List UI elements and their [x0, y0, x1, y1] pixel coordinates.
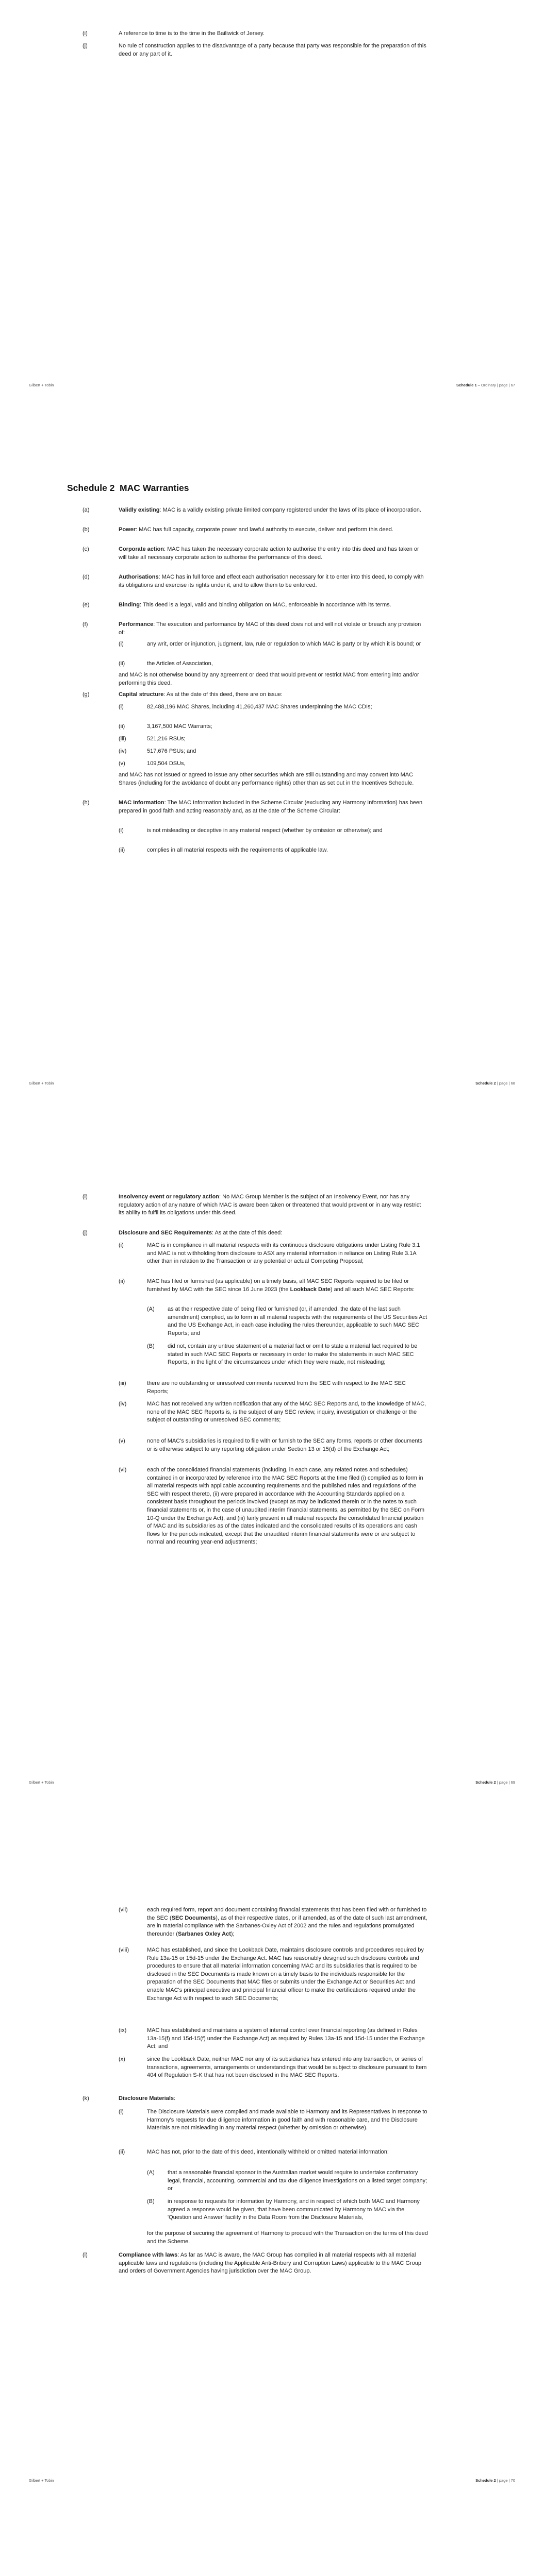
clause-label: (h)	[83, 800, 90, 806]
clause-label: (iv)	[119, 1401, 127, 1407]
clause-label: (B)	[147, 2198, 155, 2205]
clause-text: MAC has filed or furnished (as applicable) on a timely basis, all MAC SEC Reports required to be filed or furnished by MAC with the SEC since 16 June 2023 (the Lookback Date) and all such MAC SEC Reports:	[147, 1278, 415, 1293]
clause-text: since the Lookback Date, neither MAC nor any of its subsidiaries has entered into any transaction, or series of transactions, agreements, arrangements or understandings that would be subject to disclosure pursuant to Item 404 of Regulation S-K that has not been disclosed in the MAC SEC Reports.	[147, 2056, 427, 2079]
clause-label: (j)	[83, 43, 88, 49]
clause-label: (i)	[83, 1194, 88, 1200]
clause-label: (ii)	[119, 1278, 125, 1284]
clause-label: (a)	[83, 507, 90, 513]
clause-label: (v)	[119, 760, 125, 767]
firm-name: Gilbert + Tobin	[29, 1780, 54, 1785]
clause-text: MAC has not received any written notification that any of the MAC SEC Reports and, to the knowledge of MAC, none of the MAC SEC Reports is, is the subject of any SEC review, inquiry, investigation or challenge or the subject of outstanding or unresolved SEC comments;	[147, 1401, 426, 1423]
clause-label: (A)	[147, 1306, 155, 1312]
clause-text: A reference to time is to the time in the Bailiwick of Jersey.	[119, 30, 265, 37]
clause-label: (k)	[83, 2095, 89, 2102]
clause-text: MAC Information: The MAC Information included in the Scheme Circular (excluding any Harmony Information) has been prepared in good faith and acting reasonably and, as at the date of the Scheme Circular:	[119, 800, 423, 814]
warranty-g-tail: and MAC has not issued or agreed to issue any other securities which are still outstanding and may convert into MAC Shares (including for the avoidance of doubt any performance rights) other than as set out in the Incentives Schedule.	[119, 772, 414, 786]
clause-label: (ii)	[119, 660, 125, 667]
clause-label: (e)	[83, 602, 90, 608]
clause-text: Binding: This deed is a legal, valid and binding obligation on MAC, enforceable in accordance with its terms.	[119, 602, 391, 608]
clause-text: Compliance with laws: As far as MAC is aware, the MAC Group has complied in all material respects with all material applicable laws and regulations (including the Applicable Anti-Bribery and Corruption Laws) applicable to the MAC Group and orders of Government Agencies having jurisdiction over the MAC Group.	[119, 2252, 422, 2275]
clause-text: the Articles of Association,	[147, 660, 213, 667]
clause-text: 82,488,196 MAC Shares, including 41,260,437 MAC Shares underpinning the MAC CDIs;	[147, 704, 372, 710]
clause-text: none of MAC's subsidiaries is required to file with or furnish to the SEC any forms, reports or other documents or is otherwise subject to any reporting obligation under Section 13 or 15(d) of the Exchange Act;	[147, 1438, 423, 1452]
clause-text: Authorisations: MAC has in full force and effect each authorisation necessary for it to enter into this deed, to comply with its obligations and exercise its rights under it, and to allow them to be enforced.	[119, 574, 424, 588]
clause-label: (ix)	[119, 2027, 127, 2033]
clause-text: any writ, order or injunction, judgment, law, rule or regulation to which MAC is party or by which it is bound; or	[147, 641, 421, 647]
clause-label: (g)	[83, 691, 90, 698]
clause-text: 521,216 RSUs;	[147, 736, 186, 742]
clause-text: in response to requests for information by Harmony, and in respect of which both MAC and Harmony agreed a response would be given, that have been communicated by Harmony to MAC via the 'Question and Answer' facility in the Data Room from the Disclosure Materials,	[168, 2198, 420, 2221]
clause-label: (ii)	[119, 2149, 125, 2155]
clause-label: (i)	[119, 1242, 124, 1248]
clause-text: Validly existing: MAC is a validly existing private limited company registered under the laws of its place of incorporation.	[119, 507, 421, 513]
clause-label: (ii)	[119, 723, 125, 730]
page-ref: Schedule 2 | page | 68	[475, 1081, 515, 1086]
clause-text: complies in all material respects with the requirements of applicable law.	[147, 847, 328, 853]
clause-label: (i)	[119, 641, 124, 647]
clause-label: (iii)	[119, 1380, 126, 1386]
clause-text: as at their respective date of being filed or furnished (or, if amended, the date of the last such amendment) complied, as to form in all material respects with the requirements of the US Securities Act and the US Exchange Act, in each case including the rules thereunder, applicable to such MAC SEC Reports; and	[168, 1306, 427, 1336]
clause-text: Disclosure Materials:	[119, 2095, 176, 2102]
clause-label: (i)	[119, 704, 124, 710]
clause-label: (ii)	[119, 847, 125, 853]
clause-label: (d)	[83, 574, 90, 580]
clause-label: (b)	[83, 527, 90, 533]
clause-text: Corporate action: MAC has taken the necessary corporate action to authorise the entry into this deed and has taken or will take all necessary corporate action to authorise the performance of this deed.	[119, 546, 419, 561]
clause-label: (i)	[83, 30, 88, 37]
firm-name: Gilbert + Tobin	[29, 1081, 54, 1086]
clause-text: Capital structure: As at the date of this deed, there are on issue:	[119, 691, 283, 698]
clause-label: (A)	[147, 2170, 155, 2176]
clause-text: is not misleading or deceptive in any material respect (whether by omission or otherwise); and	[147, 827, 383, 834]
clause-label: (j)	[83, 1230, 88, 1236]
clause-label: (x)	[119, 2056, 125, 2062]
firm-name: Gilbert + Tobin	[29, 2478, 54, 2483]
clause-text: MAC has not, prior to the date of this deed, intentionally withheld or omitted material information:	[147, 2149, 389, 2155]
clause-label: (i)	[119, 2109, 124, 2115]
clause-text: No rule of construction applies to the disadvantage of a party because that party was responsible for the preparation of this deed or any part of it.	[119, 43, 426, 57]
schedule-heading	[67, 482, 189, 495]
clause-text: Disclosure and SEC Requirements: As at the date of this deed:	[119, 1230, 283, 1236]
clause-text: Insolvency event or regulatory action: No MAC Group Member is the subject of an Insolvency Event, nor has any regulatory action of any nature of which MAC is aware been taken or threatened that would prevent or in any way restrict its ability to fulfil its obligations under this deed.	[119, 1194, 421, 1216]
clause-label: (f)	[83, 621, 88, 628]
schedule-title: MAC Warranties	[120, 483, 189, 493]
clause-text: MAC has established and maintains a system of internal control over financial reporting (as defined in Rules 13a-15(f) and 15d-15(f) under the Exchange Act) as required by Rules 13a-15 and 15d-15 under the Exchange Act; and	[147, 2027, 425, 2050]
clause-text: Power: MAC has full capacity, corporate power and lawful authority to execute, deliver and perform this deed.	[119, 527, 393, 533]
clause-label: (vii)	[119, 1907, 128, 1913]
warranty-k-tail: for the purpose of securing the agreement of Harmony to proceed with the Transaction on the terms of this deed and the Scheme.	[147, 2230, 428, 2245]
clause-text: MAC is in compliance in all material respects with its continuous disclosure obligations under Listing Rule 3.1 and MAC is not withholding from disclosure to ASX any material information in reliance on Listing Rule 3.1A other than in relation to the Transaction or any potential or actual Competing Proposal;	[147, 1242, 420, 1265]
clause-label: (vi)	[119, 1467, 127, 1473]
clause-text: each required form, report and document containing financial statements that has been filed with or furnished to the SEC (SEC Documents), as of their respective dates, or if amended, as of the date of such last amendment, are in material compliance with the Sarbanes-Oxley Act of 2002 and the rules and regulations promulgated thereunder (Sarbanes Oxley Act);	[147, 1907, 427, 1937]
page-ref: Schedule 1 – Ordinary | page | 67	[456, 383, 515, 387]
page-ref: Schedule 2 | page | 69	[475, 1780, 515, 1785]
page-ref: Schedule 2 | page | 70	[475, 2478, 515, 2483]
clause-label: (i)	[119, 827, 124, 834]
clause-text: MAC has established, and since the Lookback Date, maintains disclosure controls and procedures required by Rule 13a-15 or 15d-15 under the Exchange Act. MAC has reasonably designed such disclosure controls and procedures to ensure that all material information concerning MAC and its subsidiaries that is required to be disclosed in the SEC Documents is made known on a timely basis to the individuals responsible for the preparation of the SEC Documents that MAC files or submits under the Exchange Act or Securities Act and enable MAC's principal executive and principal financial officer to make the certifications required under the Exchange Act with respect to such SEC Documents;	[147, 1947, 424, 2002]
clause-text: did not, contain any untrue statement of a material fact or omit to state a material fact required to be stated in such MAC SEC Reports or necessary in order to make the statements in such MAC SEC Reports, in the light of the circumstances under which they were made, not misleading;	[168, 1343, 418, 1366]
clause-text: 109,504 DSUs,	[147, 760, 186, 767]
clause-label: (v)	[119, 1438, 125, 1444]
clause-text: 3,167,500 MAC Warrants;	[147, 723, 212, 730]
clause-label: (viii)	[119, 1947, 129, 1953]
clause-label: (iii)	[119, 736, 126, 742]
warranty-f-tail: and MAC is not otherwise bound by any agreement or deed that would prevent or restrict MAC from entering into and/or performing this deed.	[119, 672, 419, 686]
clause-label: (iv)	[119, 748, 127, 754]
clause-label: (c)	[83, 546, 89, 552]
clause-text: Performance: The execution and performance by MAC of this deed does not and will not violate or breach any provision of:	[119, 621, 421, 636]
clause-text: each of the consolidated financial statements (including, in each case, any related notes and schedules) contained in or incorporated by reference into the MAC SEC Reports at the time filed (i) complied as to form in all material respects with applicable accounting requirements and the published rules and regulations of the SEC with respect thereto, (ii) were prepared in accordance with the Accounting Standards applied on a consistent basis throughout the periods involved (except as may be indicated therein or in the notes to such financial statements or, in the case of unaudited interim financial statements, as permitted by the SEC on Form 10-Q under the Exchange Act), and (iii) fairly present in all material respects the consolidated financial position of MAC and its subsidiaries as of the dates indicated and the consolidated results of its operations and cash flows for the periods indicated, except that the unaudited interim financial statements were or are subject to normal and recurring year-end adjustments;	[147, 1467, 425, 1546]
clause-label: (B)	[147, 1343, 155, 1349]
clause-text: there are no outstanding or unresolved comments received from the SEC with respect to the MAC SEC Reports;	[147, 1380, 406, 1395]
firm-name: Gilbert + Tobin	[29, 383, 54, 387]
clause-text: The Disclosure Materials were compiled and made available to Harmony and its Representatives in response to Harmony's requests for due diligence information in good faith and with reasonable care, and the Disclosure Materials are not misleading in any material respect (whether by omission or otherwise).	[147, 2109, 427, 2131]
clause-text: that a reasonable financial sponsor in the Australian market would require to undertake confirmatory legal, financial, accounting, commercial and tax due diligence investigations on a listed target company; or	[168, 2170, 427, 2192]
clause-text: 517,676 PSUs; and	[147, 748, 196, 754]
clause-label: (l)	[83, 2252, 88, 2258]
schedule-number: Schedule 2	[67, 483, 115, 493]
